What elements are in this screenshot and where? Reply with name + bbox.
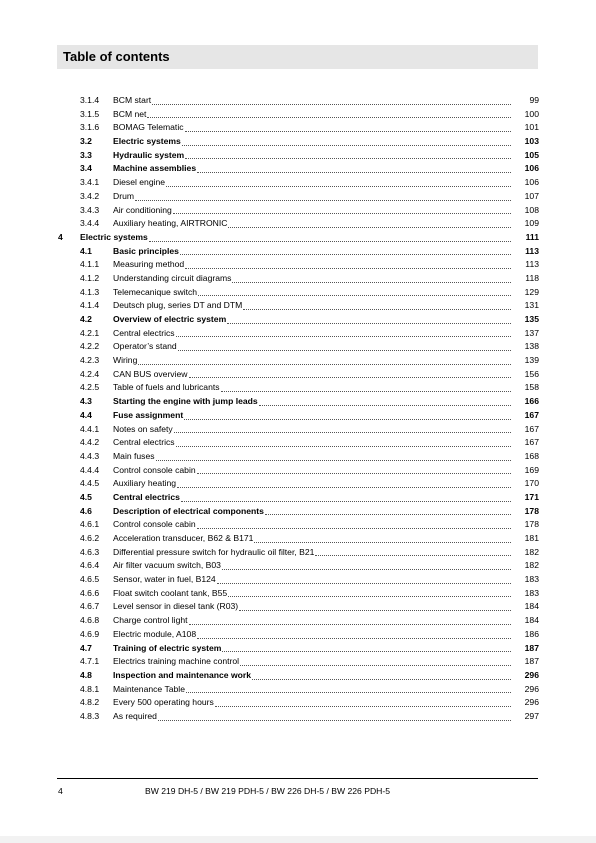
toc-page-number: 167	[524, 437, 539, 448]
toc-leader-dots	[180, 254, 511, 255]
toc-entry-title: Training of electric system	[113, 642, 222, 653]
toc-entry-title: Overview of electric system	[113, 314, 227, 324]
toc-entry[interactable]	[58, 176, 539, 190]
toc-section-number: 4.1.3	[80, 286, 100, 297]
toc-entry-title: Operator’s stand	[113, 341, 177, 352]
toc-entry[interactable]	[58, 600, 539, 614]
toc-leader-dots	[174, 432, 511, 433]
toc-page-number: 135	[524, 314, 539, 324]
toc-entry[interactable]	[58, 436, 539, 450]
toc-leader-dots	[227, 323, 511, 324]
toc-section-number: 4.1.1	[80, 259, 100, 270]
toc-entry-title: Air filter vacuum switch, B03	[113, 560, 221, 571]
toc-entry[interactable]	[58, 162, 539, 176]
toc-title-bar	[57, 45, 538, 69]
toc-section-number: 4.6.4	[80, 560, 100, 571]
toc-page-number: 166	[524, 396, 539, 407]
toc-page-number: 99	[529, 95, 539, 105]
toc-leader-dots	[222, 651, 511, 652]
toc-page-number: 167	[524, 409, 539, 420]
toc-leader-dots	[189, 624, 511, 625]
toc-entry-title: Hydraulic system	[113, 149, 185, 160]
toc-page-number: 113	[525, 245, 539, 256]
toc-entry-title: Electrics training machine control	[113, 656, 240, 667]
toc-leader-dots	[182, 145, 511, 146]
toc-section-number: 4.2.1	[80, 327, 100, 338]
toc-entry-title: BOMAG Telematic	[113, 122, 184, 133]
table-of-contents	[58, 94, 539, 724]
toc-leader-dots	[185, 268, 511, 269]
toc-entry-title: Drum	[113, 190, 135, 201]
toc-leader-dots	[221, 391, 511, 392]
toc-entry-title: Table of fuels and lubricants	[113, 382, 220, 393]
toc-page-number: 170	[524, 478, 539, 489]
toc-entry-title: Air conditioning	[113, 204, 172, 215]
toc-section-number: 4.1.2	[80, 272, 100, 283]
toc-entry[interactable]	[58, 614, 539, 628]
toc-section-number: 4.7	[80, 642, 92, 653]
toc-entry[interactable]	[58, 518, 539, 532]
toc-section-number: 3.4.2	[80, 190, 100, 201]
toc-leader-dots	[315, 555, 511, 556]
toc-page-number: 101	[524, 122, 539, 133]
toc-page-number: 184	[524, 601, 539, 612]
toc-entry[interactable]	[58, 354, 539, 368]
toc-page-number: 109	[524, 218, 539, 229]
toc-section-number: 3.4	[80, 163, 92, 174]
toc-entry-title: Measuring method	[113, 259, 185, 270]
toc-leader-dots	[158, 720, 511, 721]
toc-section-number: 4.4	[80, 409, 92, 420]
toc-leader-dots	[186, 692, 511, 693]
toc-section-number: 4.8.2	[80, 697, 100, 708]
toc-entry-title: Every 500 operating hours	[113, 697, 214, 708]
toc-entry-title: Inspection and maintenance work	[113, 669, 252, 680]
toc-entry[interactable]	[58, 628, 539, 642]
toc-entry[interactable]	[58, 135, 539, 149]
toc-section-number: 4.2	[80, 314, 92, 324]
toc-page-number: 158	[524, 382, 539, 393]
toc-entry[interactable]	[58, 696, 539, 710]
toc-chapter-number: 4	[58, 231, 63, 242]
toc-entry-title: Central electrics	[113, 327, 175, 338]
toc-leader-dots	[181, 501, 511, 502]
toc-page-number: 156	[524, 368, 539, 379]
toc-leader-dots	[185, 131, 511, 132]
toc-entry-title: Machine assemblies	[113, 163, 197, 174]
toc-section-number: 3.4.1	[80, 177, 100, 188]
toc-leader-dots	[265, 514, 511, 515]
toc-leader-dots	[197, 172, 511, 173]
toc-section-number: 4.5	[80, 491, 92, 502]
toc-section-number: 4.2.5	[80, 382, 100, 393]
toc-leader-dots	[198, 295, 511, 296]
toc-page-number: 103	[524, 136, 539, 147]
toc-page-number: 184	[524, 615, 539, 626]
toc-entry-title: Notes on safety	[113, 423, 173, 434]
toc-entry-title: Acceleration transducer, B62 & B171	[113, 533, 254, 543]
toc-section-number: 4.2.2	[80, 341, 100, 352]
toc-entry[interactable]	[58, 190, 539, 204]
toc-entry-title: BCM net	[113, 108, 147, 119]
toc-leader-dots	[152, 104, 511, 105]
toc-entry[interactable]	[58, 258, 539, 272]
toc-section-number: 4.6.7	[80, 601, 100, 612]
toc-page-number: 296	[524, 683, 539, 694]
toc-entry[interactable]	[58, 395, 539, 409]
toc-entry[interactable]	[58, 477, 539, 491]
toc-entry[interactable]	[58, 655, 539, 669]
toc-entry[interactable]	[58, 272, 539, 286]
toc-page-number: 106	[524, 163, 539, 174]
toc-entry[interactable]	[58, 299, 539, 313]
toc-entry[interactable]	[58, 546, 539, 560]
page-title: Table of contents	[63, 49, 170, 64]
toc-entry[interactable]	[58, 532, 539, 546]
toc-leader-dots	[173, 213, 511, 214]
toc-page-number: 106	[524, 177, 539, 188]
toc-leader-dots	[185, 158, 511, 159]
toc-entry[interactable]	[58, 505, 539, 519]
toc-entry[interactable]	[58, 286, 539, 300]
toc-entry-title: Deutsch plug, series DT and DTM	[113, 300, 243, 311]
toc-entry-title: Starting the engine with jump leads	[113, 396, 258, 407]
toc-entry-title: Control console cabin	[113, 519, 196, 530]
toc-leader-dots	[184, 419, 511, 420]
toc-entry[interactable]	[58, 245, 539, 259]
toc-entry[interactable]	[58, 149, 539, 163]
toc-entry[interactable]	[58, 642, 539, 656]
toc-entry[interactable]	[58, 217, 539, 231]
toc-entry-title: Electric module, A108	[113, 628, 197, 639]
toc-page-number: 111	[525, 231, 539, 242]
toc-section-number: 4.1	[80, 245, 92, 256]
toc-entry-title: Description of electrical components	[113, 505, 264, 516]
toc-entry-title: Float switch coolant tank, B55	[113, 587, 228, 598]
toc-page-number: 129	[524, 286, 539, 297]
toc-entry[interactable]	[58, 121, 539, 135]
toc-leader-dots	[254, 542, 511, 543]
toc-entry-title: Control console cabin	[113, 464, 196, 475]
toc-leader-dots	[166, 186, 511, 187]
toc-page-number: 131	[524, 300, 539, 311]
toc-entry[interactable]	[58, 340, 539, 354]
toc-page-number: 183	[524, 574, 539, 585]
toc-leader-dots	[197, 473, 511, 474]
toc-page-number: 186	[524, 628, 539, 639]
toc-section-number: 4.8	[80, 669, 92, 680]
toc-section-number: 4.6.8	[80, 615, 100, 626]
toc-entry[interactable]	[58, 368, 539, 382]
toc-section-number: 4.6	[80, 505, 92, 516]
toc-page-number: 296	[524, 669, 539, 680]
toc-section-number: 4.6.9	[80, 628, 100, 639]
toc-page-number: 107	[524, 190, 539, 201]
toc-leader-dots	[149, 241, 511, 242]
toc-entry[interactable]	[58, 409, 539, 423]
toc-entry-title: Sensor, water in fuel, B124	[113, 574, 216, 585]
toc-section-number: 4.7.1	[80, 656, 100, 667]
toc-entry[interactable]	[58, 559, 539, 573]
toc-leader-dots	[228, 596, 511, 597]
toc-leader-dots	[217, 583, 511, 584]
toc-page-number: 187	[524, 642, 539, 653]
toc-page-number: 139	[524, 355, 539, 366]
footer-document-title: BW 219 DH-5 / BW 219 PDH-5 / BW 226 DH-5 / BW 226 PDH-5	[145, 786, 390, 796]
toc-leader-dots	[138, 364, 511, 365]
toc-entry[interactable]	[58, 491, 539, 505]
toc-section-number: 4.6.1	[80, 519, 100, 530]
page-bottom-strip	[0, 836, 596, 843]
toc-leader-dots	[147, 117, 511, 118]
toc-entry-title: Auxiliary heating	[113, 478, 177, 489]
toc-section-number: 4.4.5	[80, 478, 100, 489]
toc-entry[interactable]	[58, 423, 539, 437]
toc-section-number: 4.6.5	[80, 574, 100, 585]
toc-leader-dots	[259, 405, 511, 406]
toc-page-number: 108	[524, 204, 539, 215]
toc-entry[interactable]	[58, 450, 539, 464]
toc-entry-title: BCM start	[113, 95, 152, 105]
toc-page-number: 167	[524, 423, 539, 434]
toc-section-number: 4.6.2	[80, 533, 100, 543]
toc-section-number: 3.3	[80, 149, 92, 160]
footer-page-number: 4	[58, 786, 63, 796]
toc-entry-title: Basic principles	[113, 245, 179, 256]
toc-page-number: 296	[524, 697, 539, 708]
toc-leader-dots	[197, 528, 511, 529]
toc-entry-title: Wiring	[113, 355, 138, 366]
toc-section-number: 4.4.4	[80, 464, 100, 475]
toc-entry[interactable]	[58, 94, 539, 108]
toc-leader-dots	[156, 460, 511, 461]
footer-divider	[57, 778, 538, 779]
toc-entry-title: CAN BUS overview	[113, 368, 188, 379]
toc-section-number: 4.8.1	[80, 683, 100, 694]
toc-page-number: 137	[524, 327, 539, 338]
toc-entry[interactable]	[58, 464, 539, 478]
toc-entry-title: Telemecanique switch	[113, 286, 198, 297]
toc-page-number: 182	[524, 546, 539, 557]
toc-section-number: 3.1.4	[80, 95, 100, 105]
toc-leader-dots	[232, 282, 511, 283]
toc-leader-dots	[197, 638, 511, 639]
toc-entry-title: Maintenance Table	[113, 683, 185, 694]
toc-leader-dots	[177, 487, 511, 488]
toc-entry[interactable]	[58, 231, 539, 245]
toc-section-number: 4.8.3	[80, 710, 100, 721]
toc-entry-title: Diesel engine	[113, 177, 166, 188]
toc-leader-dots	[222, 569, 511, 570]
toc-section-number: 3.1.6	[80, 122, 100, 133]
toc-entry[interactable]	[58, 108, 539, 122]
toc-entry-title: Level sensor in diesel tank (R03)	[113, 601, 239, 612]
toc-entry[interactable]	[58, 573, 539, 587]
toc-entry-title: Differential pressure switch for hydraulic oil filter, B21	[113, 546, 315, 557]
toc-section-number: 3.4.3	[80, 204, 100, 215]
toc-leader-dots	[176, 336, 511, 337]
toc-section-number: 4.4.2	[80, 437, 100, 448]
toc-entry[interactable]	[58, 683, 539, 697]
toc-entry-title: Auxiliary heating, AIRTRONIC	[113, 218, 228, 229]
toc-page-number: 297	[524, 710, 539, 721]
toc-entry-title: Charge control light	[113, 615, 188, 626]
toc-entry[interactable]	[58, 313, 539, 327]
toc-entry-title: Understanding circuit diagrams	[113, 272, 232, 283]
toc-leader-dots	[215, 706, 511, 707]
toc-page-number: 178	[524, 505, 539, 516]
toc-section-number: 3.1.5	[80, 108, 100, 119]
toc-leader-dots	[243, 309, 511, 310]
toc-section-number: 3.4.4	[80, 218, 100, 229]
toc-leader-dots	[178, 350, 511, 351]
toc-section-number: 4.2.4	[80, 368, 100, 379]
toc-entry-title: Main fuses	[113, 450, 155, 461]
toc-section-number: 4.4.3	[80, 450, 100, 461]
toc-entry[interactable]	[58, 587, 539, 601]
toc-page-number: 182	[524, 560, 539, 571]
toc-page-number: 113	[525, 259, 539, 270]
toc-section-number: 4.2.3	[80, 355, 100, 366]
toc-page-number: 168	[524, 450, 539, 461]
toc-leader-dots	[189, 377, 511, 378]
toc-entry[interactable]	[58, 381, 539, 395]
toc-entry-title: Fuse assignment	[113, 409, 184, 420]
toc-entry[interactable]	[58, 710, 539, 724]
toc-section-number: 4.1.4	[80, 300, 100, 311]
toc-page-number: 187	[524, 656, 539, 667]
toc-page-number: 100	[524, 108, 539, 119]
toc-leader-dots	[252, 679, 511, 680]
toc-entry[interactable]	[58, 204, 539, 218]
toc-section-number: 3.2	[80, 136, 92, 147]
toc-section-number: 4.6.3	[80, 546, 100, 557]
toc-section-number: 4.4.1	[80, 423, 100, 434]
toc-page-number: 181	[524, 533, 539, 543]
toc-leader-dots	[240, 665, 511, 666]
toc-leader-dots	[176, 446, 511, 447]
toc-entry-title: As required	[113, 710, 157, 721]
toc-entry-title: Electric systems	[113, 136, 181, 147]
toc-leader-dots	[239, 610, 511, 611]
toc-section-number: 4.6.6	[80, 587, 100, 598]
toc-page-number: 178	[524, 519, 539, 530]
toc-page-number: 171	[524, 491, 539, 502]
toc-page-number: 138	[524, 341, 539, 352]
toc-entry[interactable]	[58, 327, 539, 341]
toc-section-number: 4.3	[80, 396, 92, 407]
toc-page-number: 183	[524, 587, 539, 598]
toc-entry[interactable]	[58, 669, 539, 683]
toc-entry-title: Central electrics	[113, 437, 175, 448]
toc-page-number: 105	[524, 149, 539, 160]
toc-leader-dots	[228, 227, 511, 228]
toc-entry-title: Electric systems	[80, 231, 148, 242]
toc-page-number: 118	[525, 272, 539, 283]
toc-page-number: 169	[524, 464, 539, 475]
toc-entry-title: Central electrics	[113, 491, 180, 502]
toc-leader-dots	[135, 200, 511, 201]
